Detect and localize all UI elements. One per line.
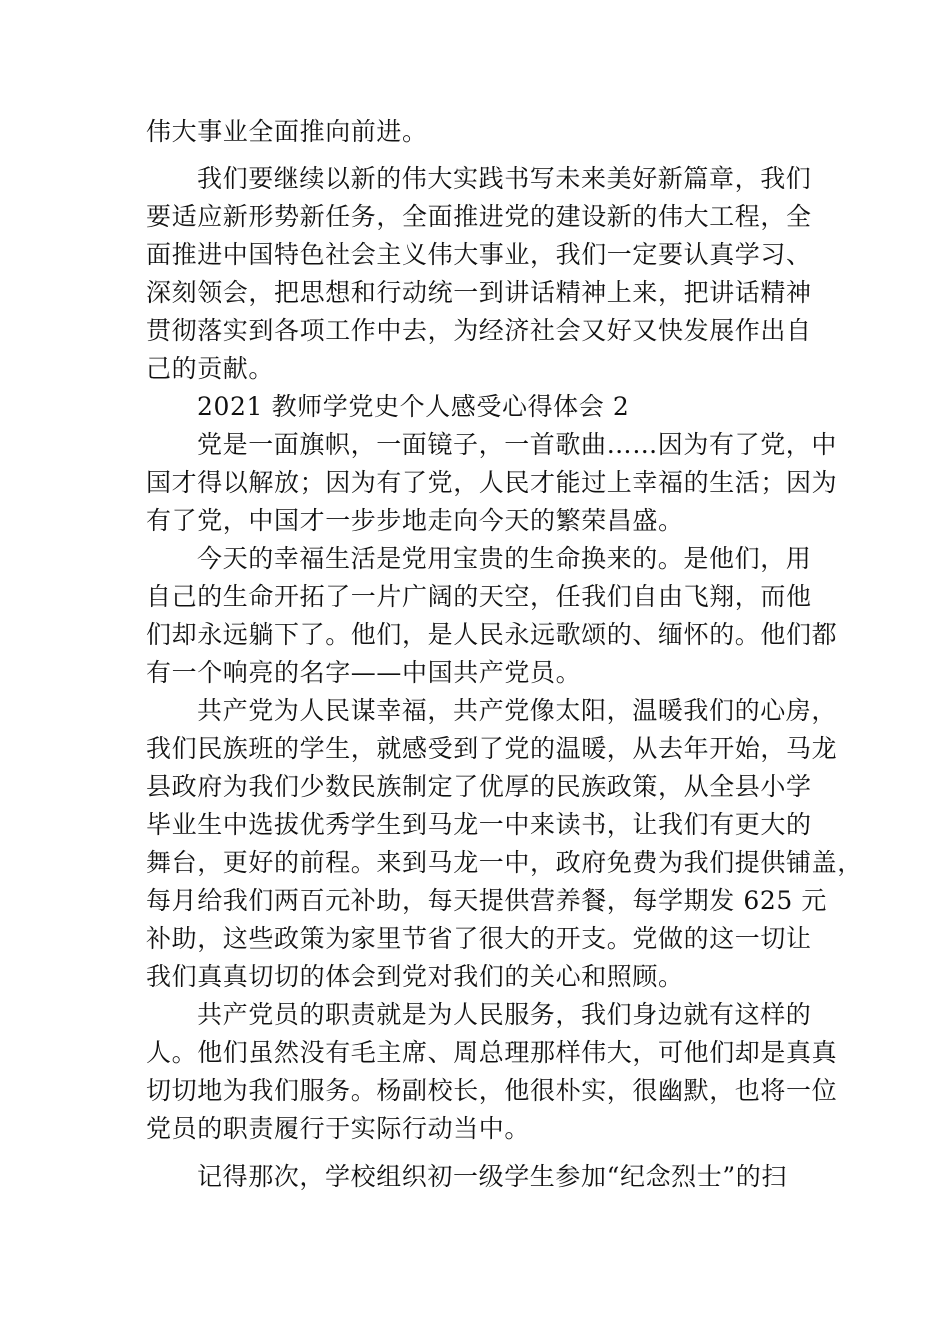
text-line: 县政府为我们少数民族制定了优厚的民族政策，从全县小学	[146, 772, 812, 801]
text-line: 国才得以解放；因为有了党，人民才能过上幸福的生活；因为	[146, 468, 838, 497]
paragraph-first-line: 共产党为人民谋幸福，共产党像太阳，温暖我们的心房，	[197, 696, 838, 725]
text-line: 有了党，中国才一步步地走向今天的繁荣昌盛。	[146, 506, 684, 535]
text-line: 每月给我们两百元补助，每天提供营养餐，每学期发 625 元	[146, 886, 828, 915]
text-line: 补助，这些政策为家里节省了很大的开支。党做的这一切让	[146, 924, 812, 953]
text-line: 党员的职责履行于实际行动当中。	[146, 1114, 531, 1143]
text-line: 贯彻落实到各项工作中去，为经济社会又好又快发展作出自	[146, 316, 812, 345]
text-line: 舞台，更好的前程。来到马龙一中，政府免费为我们提供铺盖，	[146, 848, 863, 877]
paragraph-first-line: 记得那次，学校组织初一级学生参加“纪念烈士”的扫	[197, 1162, 787, 1191]
paragraph-first-line: 我们要继续以新的伟大实践书写未来美好新篇章，我们	[197, 164, 812, 193]
text-line: 人。他们虽然没有毛主席、周总理那样伟大，可他们却是真真	[146, 1038, 838, 1067]
text-line: 切切地为我们服务。杨副校长，他很朴实，很幽默，也将一位	[146, 1076, 838, 1105]
text-line: 深刻领会，把思想和行动统一到讲话精神上来，把讲话精神	[146, 278, 812, 307]
section-heading: 2021 教师学党史个人感受心得体会 2	[197, 392, 630, 421]
text-line: 己的贡献。	[146, 354, 275, 383]
text-line: 面推进中国特色社会主义伟大事业，我们一定要认真学习、	[146, 240, 812, 269]
text-line: 有一个响亮的名字——中国共产党员。	[146, 658, 582, 687]
paragraph-first-line: 今天的幸福生活是党用宝贵的生命换来的。是他们，用	[197, 544, 812, 573]
text-line: 自己的生命开拓了一片广阔的天空，任我们自由飞翔，而他	[146, 582, 812, 611]
text-line: 我们真真切切的体会到党对我们的关心和照顾。	[146, 962, 684, 991]
text-line: 们却永远躺下了。他们，是人民永远歌颂的、缅怀的。他们都	[146, 620, 838, 649]
paragraph-first-line: 共产党员的职责就是为人民服务，我们身边就有这样的	[197, 1000, 812, 1029]
text-line: 我们民族班的学生，就感受到了党的温暖，从去年开始，马龙	[146, 734, 838, 763]
text-line: 伟大事业全面推向前进。	[146, 117, 428, 146]
text-line: 毕业生中选拔优秀学生到马龙一中来读书，让我们有更大的	[146, 810, 812, 839]
paragraph-first-line: 党是一面旗帜，一面镜子，一首歌曲……因为有了党，中	[197, 430, 838, 459]
text-line: 要适应新形势新任务，全面推进党的建设新的伟大工程，全	[146, 202, 812, 231]
